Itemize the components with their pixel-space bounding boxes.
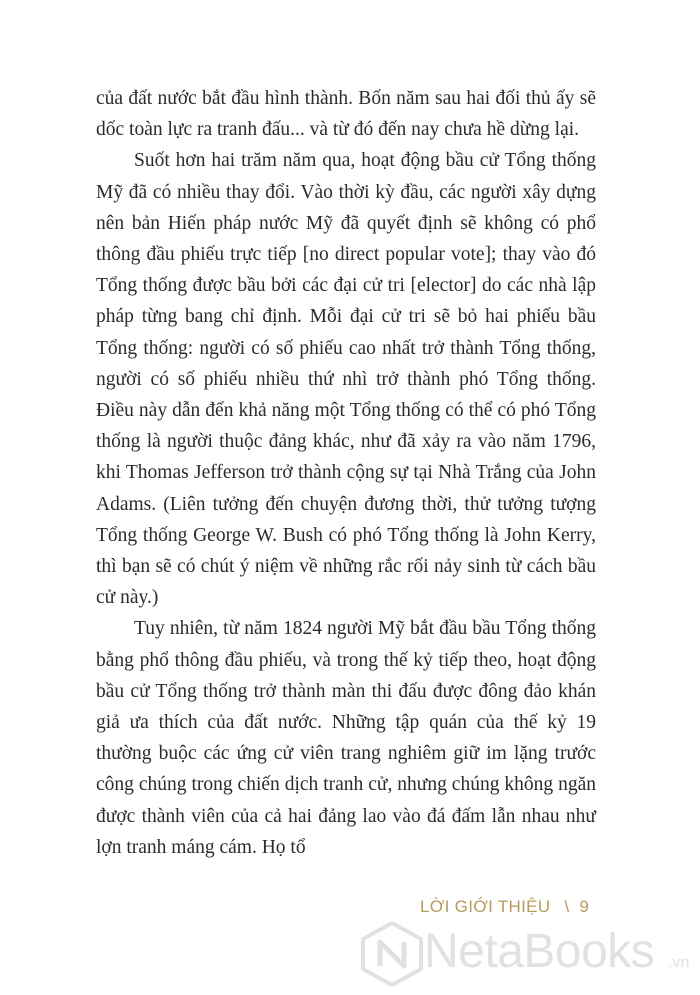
- watermark: [358, 920, 698, 988]
- paragraph-continued: của đất nước bắt đầu hình thành. Bốn năm sau hai đối thủ ấy sẽ dốc toàn lực ra tranh đấu... và từ đó đến nay chưa hề dừng lại.: [96, 88, 596, 141]
- running-footer: [420, 897, 589, 917]
- netabooks-logo-icon: [358, 920, 426, 988]
- paragraph-popular-vote: Tuy nhiên, từ năm 1824 người Mỹ bắt đầu bầu Tổng thống bằng phổ thông đầu phiếu, và trong thế kỷ tiếp theo, hoạt động bầu cử Tổng thống trở thành màn thi đấu được đông đảo khán giả ưa thích của đất nước. Những tập quán của thế kỷ 19 thường buộc các ứng cử viên trang nghiêm giữ im lặng trước công chúng trong chiến dịch tranh cử, nhưng chúng không ngăn được thành viên của cả hai đảng lao vào đá đấm lẫn nhau như lợn tranh máng cám. Họ tổ: [96, 618, 596, 858]
- chapter-title: LỜI GIỚI THIỆU: [420, 897, 551, 916]
- page-body: [96, 83, 596, 863]
- watermark-brand: NetaBooks: [424, 925, 655, 978]
- paragraph-election-history: Suốt hơn hai trăm năm qua, hoạt động bầu cử Tổng thống Mỹ đã có nhiều thay đổi. Vào thời kỳ đầu, các người xây dựng nên bản Hiến pháp nước Mỹ đã quyết định sẽ không có phổ thông đầu phiếu trực tiếp [no direct popular vote]; thay vào đó Tổng thống được bầu bởi các đại cử tri [elector] do các nhà lập pháp từng bang chỉ định. Mỗi đại cử tri sẽ bỏ hai phiếu bầu Tổng thống: người có số phiếu cao nhất trở thành Tổng thống, người có số phiếu nhiều thứ nhì trở thành phó Tổng thống. Điều này dẫn đến khả năng một Tổng thống có thể có phó Tổng thống là người thuộc đảng khác, như đã xảy ra vào năm 1796, khi Thomas Jefferson trở thành cộng sự tại Nhà Trắng của John Adams. (Liên tưởng đến chuyện đương thời, thử tưởng tượng Tổng thống George W. Bush có phó Tổng thống là John Kerry, thì bạn sẽ có chút ý niệm về những rắc rối nảy sinh từ cách bầu cử này.): [96, 150, 596, 609]
- page-number: 9: [579, 897, 590, 916]
- watermark-suffix: .vn: [668, 954, 690, 971]
- footer-separator: \: [564, 897, 570, 916]
